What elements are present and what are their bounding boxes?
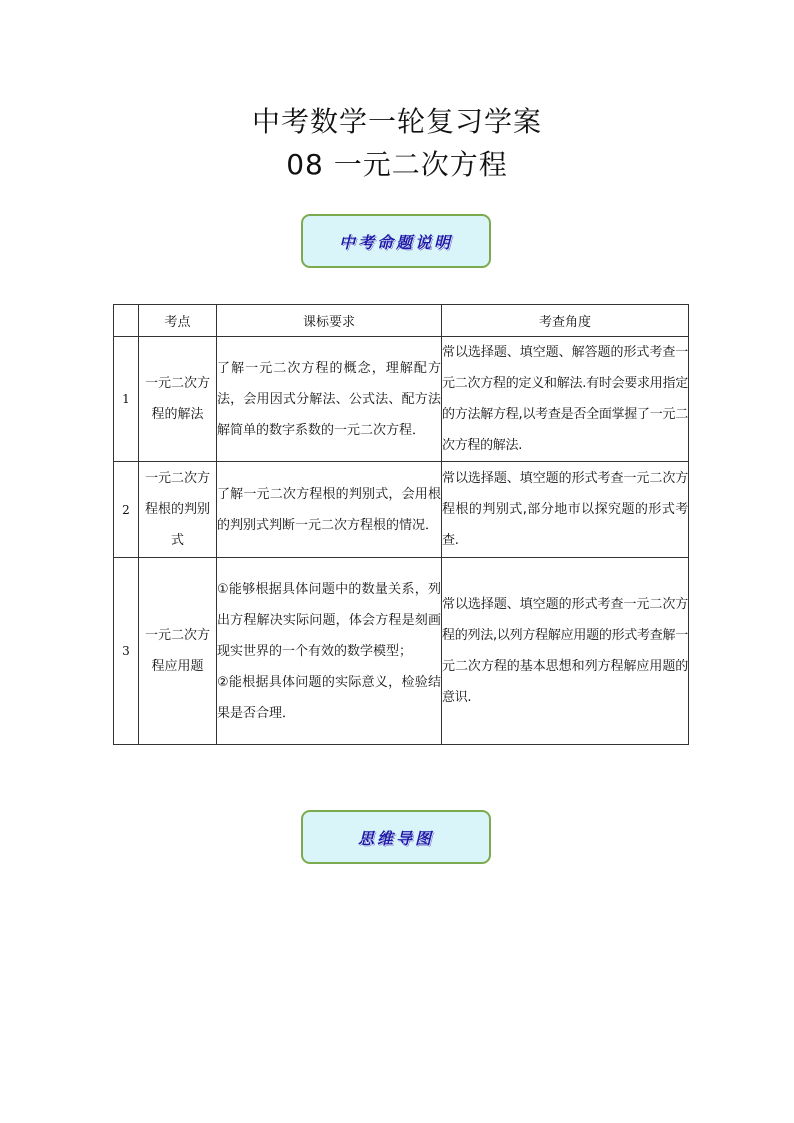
exam-explanation-banner: 中考命题说明 [301, 214, 491, 268]
topic-cell: 一元二次方程根的判别式 [139, 462, 217, 558]
document-subtitle: 08 一元二次方程 [286, 148, 508, 181]
exam-angle-cell: 常以选择题、填空题的形式考查一元二次方程根的判别式,部分地市以探究题的形式考查. [442, 462, 689, 558]
row-number: 3 [114, 558, 139, 745]
curriculum-requirements-table [113, 304, 689, 745]
requirement-item-1: ①能够根据具体问题中的数量关系，列出方程解决实际问题，体会方程是刻画现实世界的一个有效的数学模型； [217, 581, 441, 659]
column-header-requirement: 课标要求 [217, 305, 442, 337]
table-header-row [114, 305, 689, 337]
column-header-index [114, 305, 139, 337]
row-number: 1 [114, 337, 139, 462]
topic-cell: 一元二次方程应用题 [139, 558, 217, 745]
table-row [114, 558, 689, 745]
row-number: 2 [114, 462, 139, 558]
table-row [114, 337, 689, 462]
column-header-angle: 考查角度 [442, 305, 689, 337]
topic-cell: 一元二次方程的解法 [139, 337, 217, 462]
requirement-cell: 了解一元二次方程的概念，理解配方法，会用因式分解法、公式法、配方法解简单的数字系数的一元二次方程． [217, 337, 442, 462]
exam-angle-cell: 常以选择题、填空题、解答题的形式考查一元二次方程的定义和解法.有时会要求用指定的方法解方程,以考查是否全面掌握了一元二次方程的解法. [442, 337, 689, 462]
column-header-topic: 考点 [139, 305, 217, 337]
mind-map-banner: 思维导图 [301, 810, 491, 864]
exam-angle-cell: 常以选择题、填空题的形式考查一元二次方程的列法,以列方程解应用题的形式考查解一元二次方程的基本思想和列方程解应用题的意识. [442, 558, 689, 745]
document-title: 中考数学一轮复习学案 [251, 105, 542, 138]
requirement-item-2: ②能根据具体问题的实际意义，检验结果是否合理． [217, 674, 441, 721]
requirement-cell: 了解一元二次方程根的判别式，会用根的判别式判断一元二次方程根的情况． [217, 462, 442, 558]
table-row [114, 462, 689, 558]
requirement-cell [217, 558, 442, 745]
